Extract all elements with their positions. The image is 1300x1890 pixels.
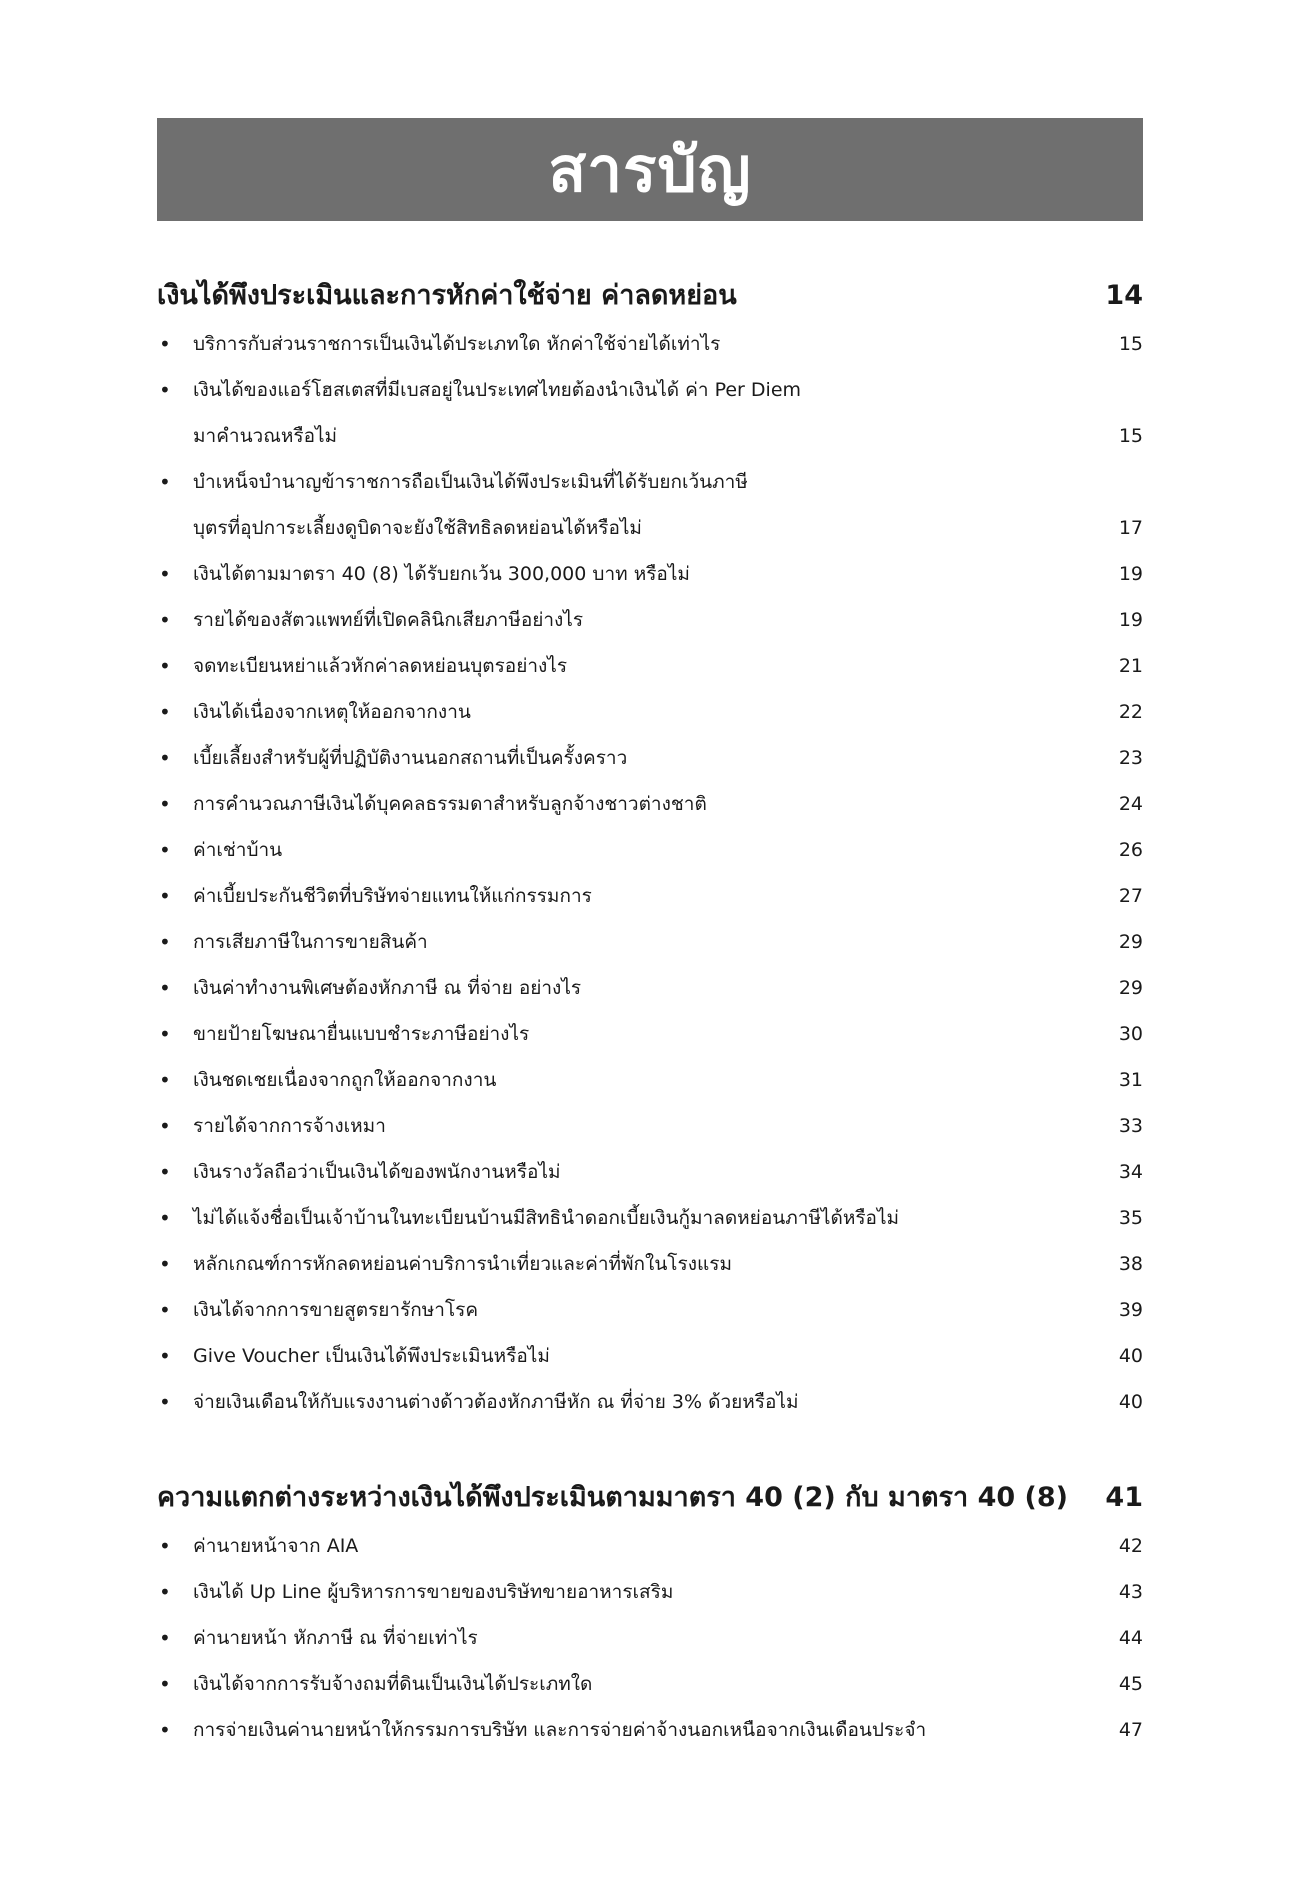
toc-entry [157, 597, 1143, 643]
toc-entry-text [193, 1615, 1073, 1661]
toc-entry [157, 459, 1143, 551]
toc-entry-text [193, 321, 1073, 367]
bullet-icon: • [159, 1626, 171, 1650]
bullet-icon: • [159, 1672, 171, 1696]
toc-entry-page-number: 40 [1118, 1391, 1143, 1413]
toc-entry-text [193, 735, 1073, 781]
toc-entry-line: เงินรางวัลถือว่าเป็นเงินได้ของพนักงานหรือไม่ [193, 1161, 561, 1183]
toc-entry [157, 321, 1143, 367]
toc-entry [157, 965, 1143, 1011]
toc-entry [157, 1011, 1143, 1057]
toc-entry-line: ค่านายหน้า หักภาษี ณ ที่จ่ายเท่าไร [193, 1627, 478, 1649]
toc-entry-page-number: 15 [1118, 425, 1143, 447]
bullet-icon: • [159, 746, 171, 770]
toc-entry-line: เงินได้เนื่องจากเหตุให้ออกจากงาน [193, 701, 471, 723]
toc-entry-text [193, 1379, 1073, 1425]
toc-entry-page-number: 43 [1118, 1581, 1143, 1603]
toc-entry-line: รายได้จากการจ้างเหมา [193, 1115, 386, 1137]
toc-entry-page-number: 35 [1118, 1207, 1143, 1229]
toc-entry-text [193, 551, 1073, 597]
toc-entry-line: ค่าเช่าบ้าน [193, 839, 283, 861]
toc-entry-line: ค่าเบี้ยประกันชีวิตที่บริษัทจ่ายแทนให้แก่กรรมการ [193, 885, 592, 907]
toc-entry [157, 1057, 1143, 1103]
toc-entry [157, 367, 1143, 459]
bullet-icon: • [159, 608, 171, 632]
toc-entry-line: เงินได้จากการขายสูตรยารักษาโรค [193, 1299, 479, 1321]
toc-entry-page-number: 15 [1118, 333, 1143, 355]
toc-entry-page-number: 38 [1118, 1253, 1143, 1275]
toc-entry-line: ไม่ได้แจ้งชื่อเป็นเจ้าบ้านในทะเบียนบ้านมีสิทธินำดอกเบี้ยเงินกู้มาลดหย่อนภาษีได้หรือไม่ [193, 1207, 900, 1229]
toc-entry-line: การคำนวณภาษีเงินได้บุคคลธรรมดาสำหรับลูกจ้างชาวต่างชาติ [193, 793, 707, 815]
toc-entry-page-number: 34 [1118, 1161, 1143, 1183]
section-page-number: 14 [1105, 280, 1143, 311]
toc-entry-line: Give Voucher เป็นเงินได้พึงประเมินหรือไม่ [193, 1345, 550, 1367]
toc-section [157, 1475, 1143, 1753]
toc-entry [157, 1569, 1143, 1615]
bullet-icon: • [159, 884, 171, 908]
toc-entry-line: จ่ายเงินเดือนให้กับแรงงานต่างด้าวต้องหักภาษีหัก ณ ที่จ่าย 3% ด้วยหรือไม่ [193, 1391, 799, 1413]
toc-entry-text [193, 1057, 1073, 1103]
bullet-icon: • [159, 1718, 171, 1742]
toc-entry-text [193, 1241, 1073, 1287]
toc-entry-text [193, 919, 1073, 965]
toc-entry-page-number: 33 [1118, 1115, 1143, 1137]
toc-entry-line: ค่านายหน้าจาก AIA [193, 1535, 359, 1557]
toc-entry [157, 781, 1143, 827]
toc-sections [157, 273, 1143, 1753]
toc-entry [157, 1103, 1143, 1149]
toc-list [157, 1523, 1143, 1753]
bullet-icon: • [159, 1298, 171, 1322]
bullet-icon: • [159, 930, 171, 954]
bullet-icon: • [159, 838, 171, 862]
page-title: สารบัญ [548, 132, 752, 206]
toc-entry-line: เบี้ยเลี้ยงสำหรับผู้ที่ปฏิบัติงานนอกสถานที่เป็นครั้งคราว [193, 747, 628, 769]
toc-entry-text [193, 1103, 1073, 1149]
toc-entry-page-number: 24 [1118, 793, 1143, 815]
toc-entry [157, 1615, 1143, 1661]
toc-entry-page-number: 42 [1118, 1535, 1143, 1557]
toc-entry [157, 689, 1143, 735]
section-page-number: 41 [1105, 1482, 1143, 1513]
bullet-icon: • [159, 562, 171, 586]
toc-entry-page-number: 23 [1118, 747, 1143, 769]
toc-entry-page-number: 44 [1118, 1627, 1143, 1649]
toc-entry-line: บริการกับส่วนราชการเป็นเงินได้ประเภทใด หักค่าใช้จ่ายได้เท่าไร [193, 333, 721, 355]
toc-entry [157, 827, 1143, 873]
bullet-icon: • [159, 1160, 171, 1184]
toc-entry-line: หลักเกณฑ์การหักลดหย่อนค่าบริการนำเที่ยวและค่าที่พักในโรงแรม [193, 1253, 732, 1275]
toc-entry-line: เงินได้ของแอร์โฮสเตสที่มีเบสอยู่ในประเทศไทยต้องนำเงินได้ ค่า Per Diem [193, 379, 802, 401]
toc-entry-line: ขายป้ายโฆษณายื่นแบบชำระภาษีอย่างไร [193, 1023, 530, 1045]
toc-entry-text [193, 1707, 1073, 1753]
toc-entry-text [193, 1523, 1073, 1569]
toc-entry-page-number: 39 [1118, 1299, 1143, 1321]
toc-entry [157, 1523, 1143, 1569]
toc-entry-line: เงินได้ Up Line ผู้บริหารการขายของบริษัทขายอาหารเสริม [193, 1581, 674, 1603]
toc-entry [157, 1661, 1143, 1707]
toc-entry-page-number: 40 [1118, 1345, 1143, 1367]
toc-entry [157, 1287, 1143, 1333]
toc-entry-text [193, 597, 1073, 643]
section-header [157, 1475, 1143, 1523]
bullet-icon: • [159, 378, 171, 402]
toc-entry-line: บำเหน็จบำนาญข้าราชการถือเป็นเงินได้พึงประเมินที่ได้รับยกเว้นภาษี [193, 471, 748, 493]
bullet-icon: • [159, 700, 171, 724]
toc-entry-line: การเสียภาษีในการขายสินค้า [193, 931, 428, 953]
toc-entry-line: เงินได้จากการรับจ้างถมที่ดินเป็นเงินได้ประเภทใด [193, 1673, 593, 1695]
toc-entry [157, 1707, 1143, 1753]
toc-entry-page-number: 19 [1118, 563, 1143, 585]
toc-entry-line: เงินได้ตามมาตรา 40 (8) ได้รับยกเว้น 300,000 บาท หรือไม่ [193, 563, 690, 585]
toc-entry-text [193, 1195, 1073, 1241]
toc-entry-text [193, 1569, 1073, 1615]
toc-entry-page-number: 22 [1118, 701, 1143, 723]
toc-entry [157, 1149, 1143, 1195]
toc-entry [157, 551, 1143, 597]
bullet-icon: • [159, 1068, 171, 1092]
bullet-icon: • [159, 1022, 171, 1046]
bullet-icon: • [159, 332, 171, 356]
toc-entry-text [193, 1287, 1073, 1333]
toc-entry-page-number: 26 [1118, 839, 1143, 861]
toc-entry-page-number: 17 [1118, 517, 1143, 539]
toc-entry [157, 1333, 1143, 1379]
toc-entry-page-number: 19 [1118, 609, 1143, 631]
toc-entry-text [193, 781, 1073, 827]
toc-entry-page-number: 29 [1118, 977, 1143, 999]
toc-entry-text [193, 965, 1073, 1011]
bullet-icon: • [159, 1390, 171, 1414]
toc-entry-text [193, 1149, 1073, 1195]
toc-entry-page-number: 21 [1118, 655, 1143, 677]
bullet-icon: • [159, 1344, 171, 1368]
toc-list [157, 321, 1143, 1425]
toc-entry-text [193, 459, 1073, 551]
section-header [157, 273, 1143, 321]
section-title: ความแตกต่างระหว่างเงินได้พึงประเมินตามมาตรา 40 (2) กับ มาตรา 40 (8) [157, 1482, 1069, 1513]
toc-entry [157, 873, 1143, 919]
bullet-icon: • [159, 654, 171, 678]
bullet-icon: • [159, 1206, 171, 1230]
toc-entry-line: จดทะเบียนหย่าแล้วหักค่าลดหย่อนบุตรอย่างไร [193, 655, 568, 677]
toc-entry-line: การจ่ายเงินค่านายหน้าให้กรรมการบริษัท และการจ่ายค่าจ้างนอกเหนือจากเงินเดือนประจำ [193, 1719, 927, 1741]
toc-entry-line: บุตรที่อุปการะเลี้ยงดูบิดาจะยังใช้สิทธิลดหย่อนได้หรือไม่ [193, 517, 642, 539]
toc-page [157, 118, 1143, 1753]
section-title: เงินได้พึงประเมินและการหักค่าใช้จ่าย ค่าลดหย่อน [157, 280, 737, 311]
toc-entry [157, 1195, 1143, 1241]
bullet-icon: • [159, 976, 171, 1000]
bullet-icon: • [159, 792, 171, 816]
toc-entry-text [193, 1333, 1073, 1379]
toc-entry-line: เงินชดเชยเนื่องจากถูกให้ออกจากงาน [193, 1069, 497, 1091]
toc-entry-page-number: 31 [1118, 1069, 1143, 1091]
toc-entry-text [193, 827, 1073, 873]
toc-entry [157, 735, 1143, 781]
toc-entry-text [193, 873, 1073, 919]
toc-entry-page-number: 27 [1118, 885, 1143, 907]
toc-entry-line: เงินค่าทำงานพิเศษต้องหักภาษี ณ ที่จ่าย อย่างไร [193, 977, 582, 999]
toc-entry [157, 919, 1143, 965]
bullet-icon: • [159, 470, 171, 494]
toc-entry-page-number: 30 [1118, 1023, 1143, 1045]
toc-entry [157, 1241, 1143, 1287]
toc-entry-page-number: 47 [1118, 1719, 1143, 1741]
toc-entry-text [193, 1661, 1073, 1707]
toc-entry-text [193, 689, 1073, 735]
bullet-icon: • [159, 1114, 171, 1138]
bullet-icon: • [159, 1580, 171, 1604]
toc-entry-text [193, 1011, 1073, 1057]
toc-entry-line: รายได้ของสัตวแพทย์ที่เปิดคลินิกเสียภาษีอย่างไร [193, 609, 584, 631]
toc-entry-line: มาคำนวณหรือไม่ [193, 425, 338, 447]
toc-entry-text [193, 367, 1073, 459]
toc-entry-text [193, 643, 1073, 689]
title-banner [157, 118, 1143, 221]
toc-entry-page-number: 29 [1118, 931, 1143, 953]
bullet-icon: • [159, 1534, 171, 1558]
toc-entry-page-number: 45 [1118, 1673, 1143, 1695]
toc-entry [157, 643, 1143, 689]
toc-entry [157, 1379, 1143, 1425]
toc-section [157, 273, 1143, 1425]
bullet-icon: • [159, 1252, 171, 1276]
